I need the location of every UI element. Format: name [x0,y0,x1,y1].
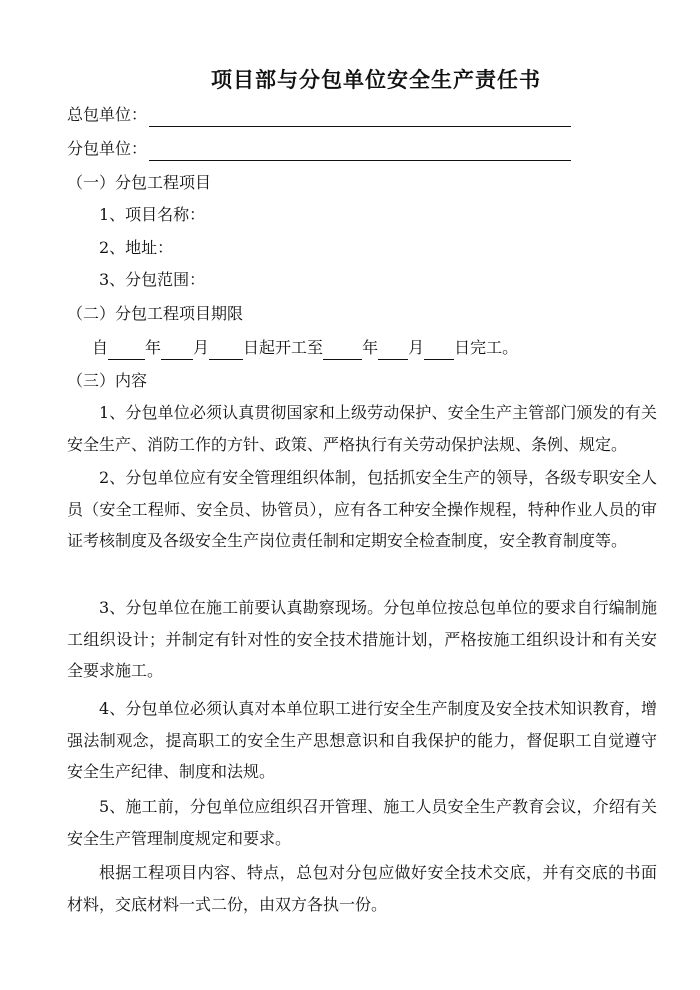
section3-heading: （三）内容 [67,371,148,390]
document-title: 项目部与分包单位安全生产责任书 [211,67,541,92]
address-item: 2、地址： [99,238,174,257]
content-paragraph-2: 2、分包单位应有安全管理组织体制，包括抓安全生产的领导，各级专职安全人员（安全工程师、安全员、协管员），应有各工种安全操作规程，特种作业人员的审证考核制度及各级安全生产岗位责任制和定期安全检查制度，安全教育制度等。 [67,468,657,550]
content-paragraph-3: 3、分包单位在施工前要认真勘察现场。分包单位按总包单位的要求自行编制施工组织设计；并制定有针对性的安全技术措施计划，严格按施工组织设计和有关安全要求施工。 [67,598,657,680]
general-contractor-label: 总包单位： [67,105,148,124]
end-year-blank [323,342,362,360]
start-day-text: 日起开工至 [243,338,324,357]
end-year-text: 年 [362,338,379,357]
date-range-line [92,336,518,360]
general-contractor-field [67,103,571,127]
date-from-text: 自 [92,338,109,357]
start-day-blank [209,342,243,360]
content-paragraph-5: 5、施工前，分包单位应组织召开管理、施工人员安全生产教育会议，介绍有关安全生产管理制度规定和要求。 [67,797,657,848]
section2-heading: （二）分包工程项目期限 [67,304,244,323]
end-month-text: 月 [408,338,425,357]
end-day-text: 日完工。 [454,338,519,357]
scope-item: 3、分包范围： [99,270,206,289]
subcontractor-label: 分包单位： [67,139,148,158]
content-paragraph-6: 根据工程项目内容、特点，总包对分包应做好安全技术交底，并有交底的书面材料，交底材料一式二份，由双方各执一份。 [67,863,657,914]
section1-heading: （一）分包工程项目 [67,173,212,192]
content-paragraph-4: 4、分包单位必须认真对本单位职工进行安全生产制度及安全技术知识教育，增强法制观念，提高职工的安全生产思想意识和自我保护的能力，督促职工自觉遵守安全生产纪律、制度和法规。 [67,699,657,781]
start-year-blank [108,342,145,360]
content-paragraph-1: 1、分包单位必须认真贯彻国家和上级劳动保护、安全生产主管部门颁发的有关安全生产、消防工作的方针、政策、严格执行有关劳动保护法规、条例、规定。 [67,403,657,454]
general-contractor-blank-line [149,108,571,127]
start-month-text: 月 [193,338,210,357]
subcontractor-blank-line [149,142,571,161]
project-name-item: 1、项目名称： [99,205,206,224]
start-year-text: 年 [145,338,162,357]
subcontractor-field [67,137,571,161]
end-month-blank [378,342,408,360]
end-day-blank [424,342,454,360]
start-month-blank [161,342,193,360]
